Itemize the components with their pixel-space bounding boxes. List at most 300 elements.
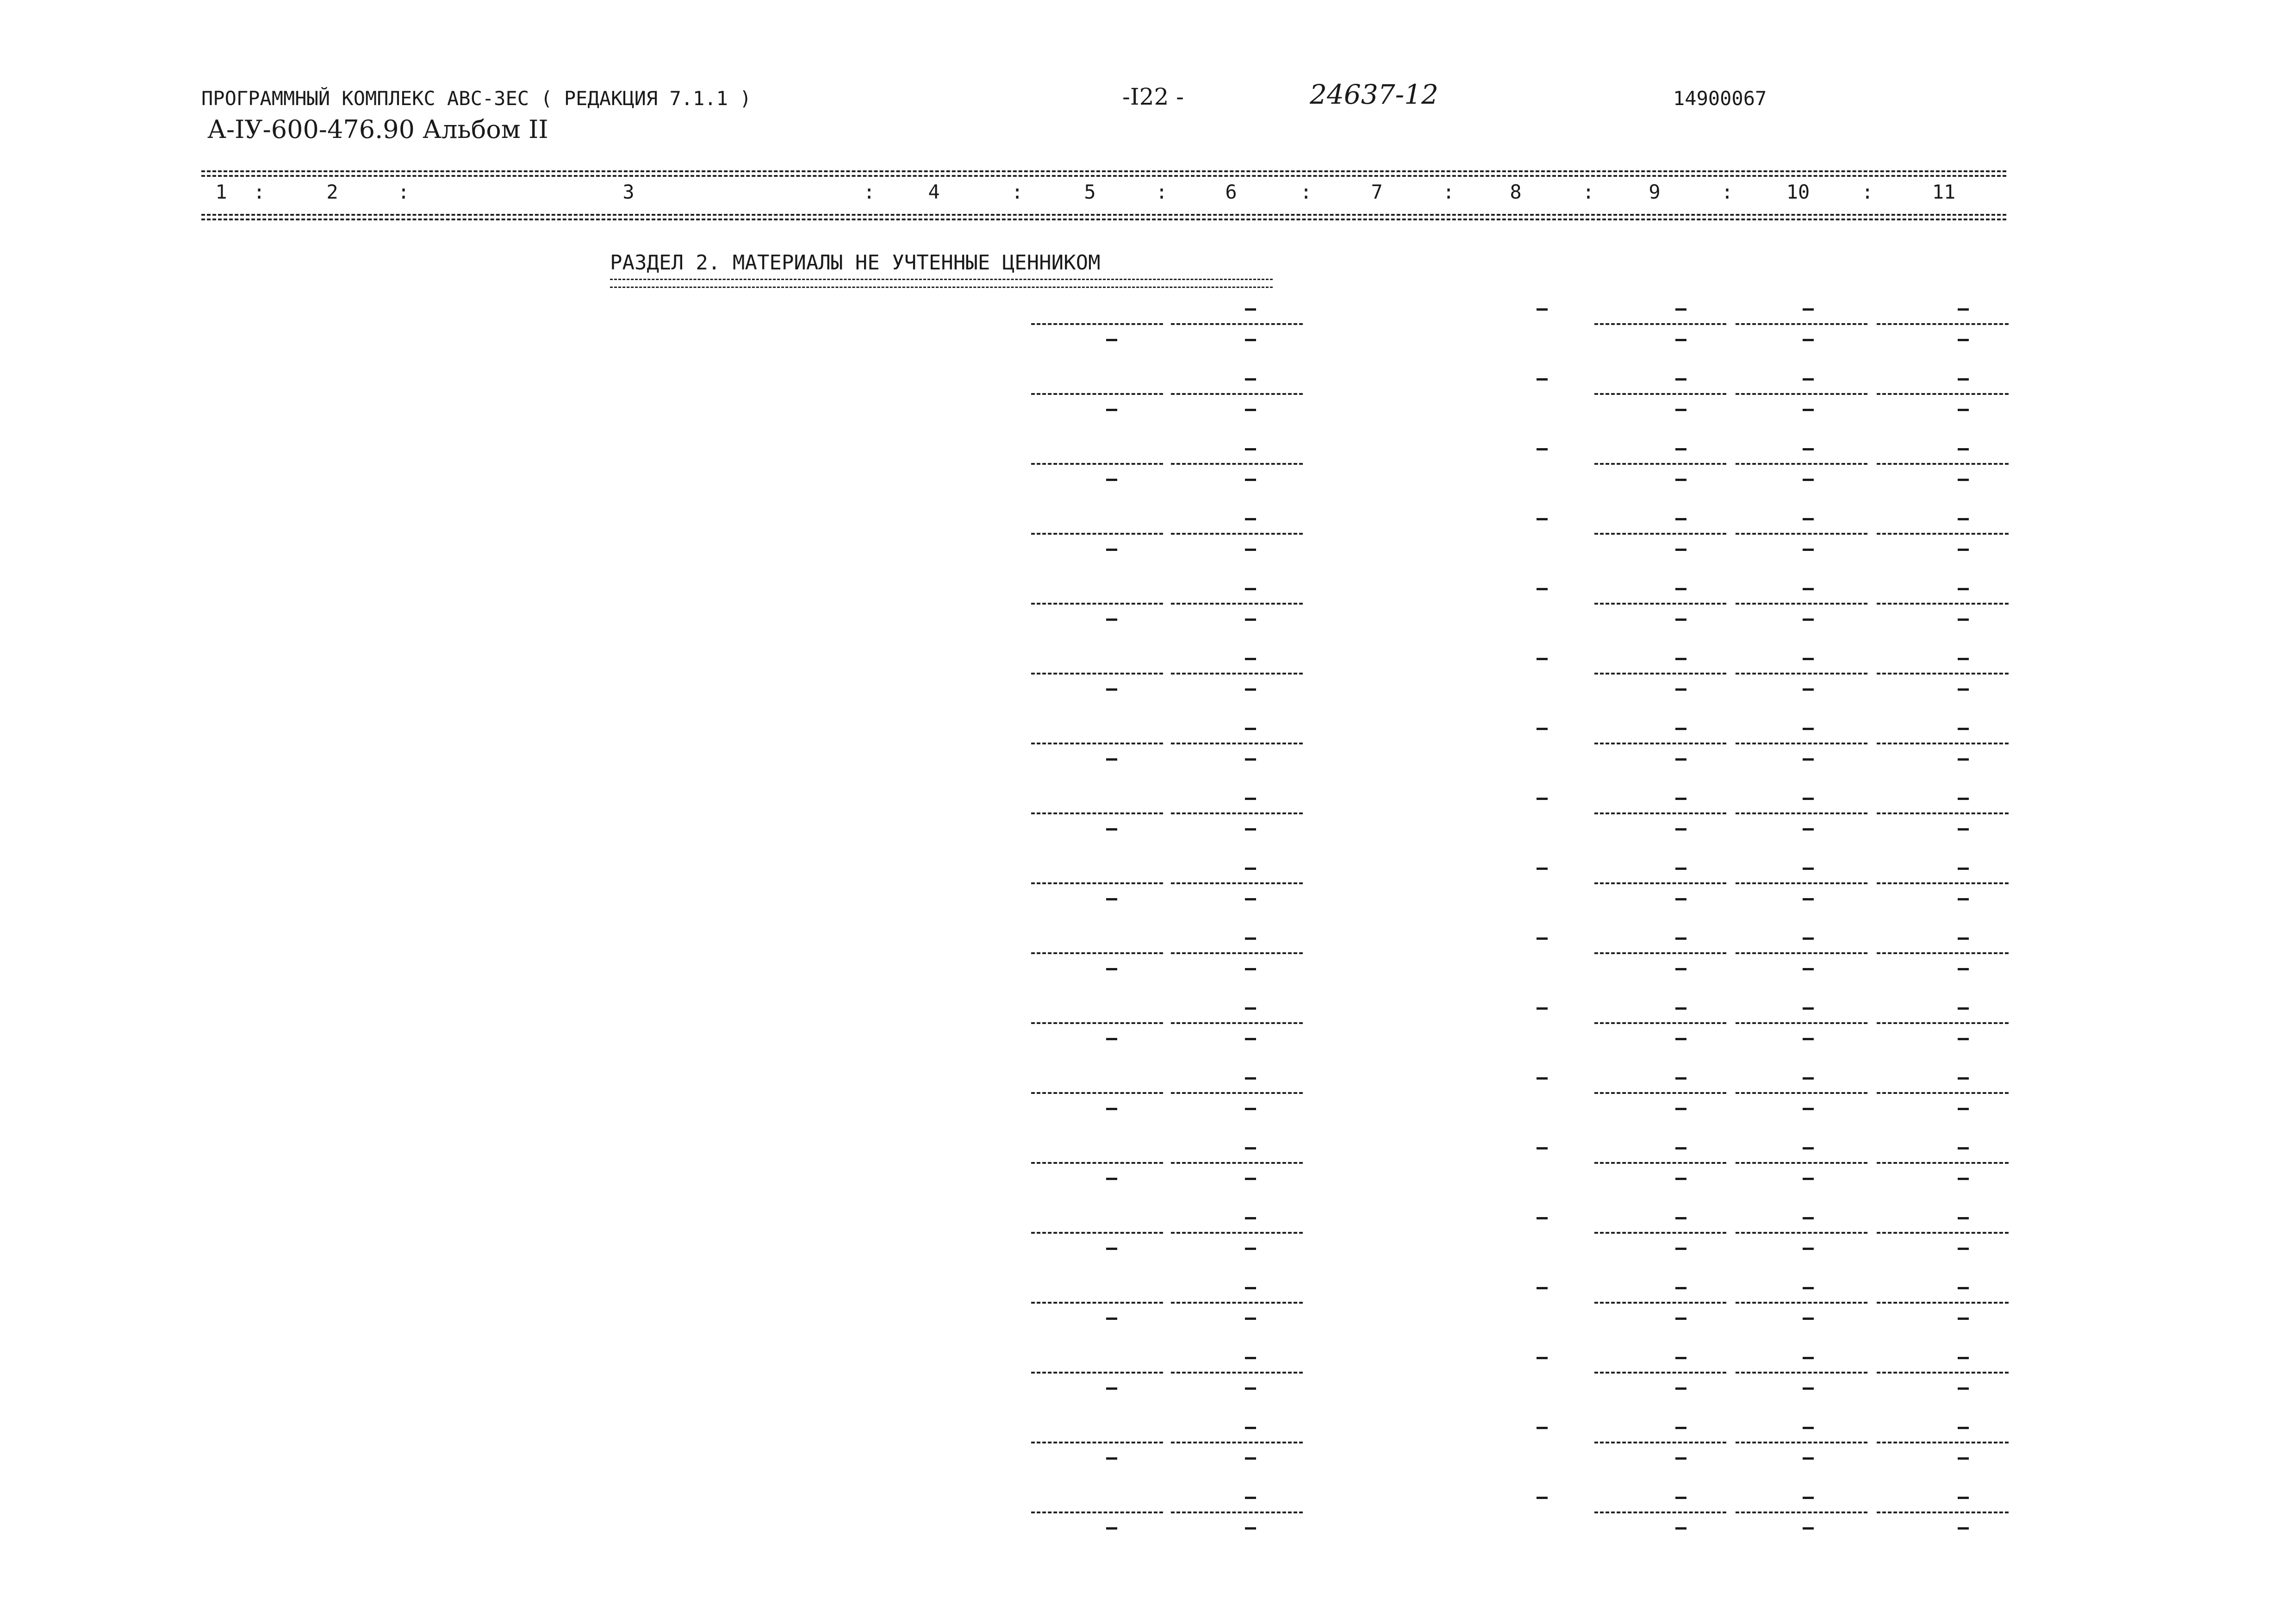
column-9-dash (1675, 937, 1686, 940)
value-underline (1877, 743, 2009, 744)
value-underline (1594, 393, 1726, 395)
column-6-sub-dash (1245, 968, 1256, 970)
value-underline (1594, 1232, 1726, 1234)
value-underline (1736, 393, 1867, 395)
column-11-sub-dash (1958, 409, 1969, 411)
value-underline (1736, 1512, 1867, 1513)
column-11-sub-dash (1958, 898, 1969, 900)
column-10-sub-dash (1803, 549, 1814, 551)
column-6-dash (1245, 1007, 1256, 1010)
column-11-sub-dash (1958, 1108, 1969, 1110)
column-6-dash (1245, 1287, 1256, 1289)
column-10-dash (1803, 868, 1814, 870)
column-10-dash (1803, 1497, 1814, 1499)
value-underline (1171, 1022, 1303, 1024)
column-11-sub-dash (1958, 618, 1969, 621)
header-rule-top (201, 170, 2006, 172)
column-8-dash (1537, 588, 1548, 590)
column-9-sub-dash (1675, 1248, 1686, 1250)
column-9-sub-dash (1675, 898, 1686, 900)
value-underline (1171, 533, 1303, 535)
value-underline (1031, 673, 1163, 675)
value-underline (1031, 1022, 1163, 1024)
column-6-sub-dash (1245, 1108, 1256, 1110)
column-6-sub-dash (1245, 409, 1256, 411)
column-header-4: 4 (928, 181, 940, 203)
column-6-sub-dash (1245, 549, 1256, 551)
column-9-dash (1675, 1217, 1686, 1219)
column-11-sub-dash (1958, 1318, 1969, 1320)
value-underline (1877, 812, 2009, 814)
value-underline (1171, 393, 1303, 395)
column-11-sub-dash (1958, 549, 1969, 551)
column-9-dash (1675, 308, 1686, 311)
column-9-dash (1675, 448, 1686, 450)
column-11-dash (1958, 1217, 1969, 1219)
value-underline (1736, 882, 1867, 884)
column-5-sub-dash (1106, 549, 1117, 551)
column-6-dash (1245, 1497, 1256, 1499)
column-9-sub-dash (1675, 828, 1686, 831)
handwritten-number: 24637-12 (1310, 79, 1438, 110)
column-10-dash (1803, 378, 1814, 381)
column-6-dash (1245, 378, 1256, 381)
value-underline (1031, 1092, 1163, 1094)
column-separator: : (1861, 181, 1873, 203)
column-11-sub-dash (1958, 1038, 1969, 1040)
value-underline (1736, 1442, 1867, 1443)
value-underline (1877, 1232, 2009, 1234)
column-11-sub-dash (1958, 968, 1969, 970)
column-6-dash (1245, 1217, 1256, 1219)
column-5-sub-dash (1106, 339, 1117, 341)
column-10-sub-dash (1803, 1178, 1814, 1180)
column-11-sub-dash (1958, 1178, 1969, 1180)
value-underline (1594, 743, 1726, 744)
value-underline (1594, 1162, 1726, 1164)
value-underline (1594, 1022, 1726, 1024)
column-8-dash (1537, 798, 1548, 800)
column-8-dash (1537, 868, 1548, 870)
value-underline (1031, 603, 1163, 605)
column-11-dash (1958, 308, 1969, 311)
column-6-dash (1245, 658, 1256, 660)
column-6-sub-dash (1245, 1248, 1256, 1250)
column-5-sub-dash (1106, 1318, 1117, 1320)
column-10-dash (1803, 518, 1814, 520)
column-11-dash (1958, 937, 1969, 940)
value-underline (1877, 673, 2009, 675)
value-underline (1171, 952, 1303, 954)
column-9-dash (1675, 658, 1686, 660)
column-10-sub-dash (1803, 1457, 1814, 1460)
column-8-dash (1537, 448, 1548, 450)
column-10-sub-dash (1803, 409, 1814, 411)
value-underline (1594, 1512, 1726, 1513)
column-header-6: 6 (1225, 181, 1237, 203)
column-11-dash (1958, 658, 1969, 660)
column-8-dash (1537, 1077, 1548, 1080)
value-underline (1031, 393, 1163, 395)
section-title: РАЗДЕЛ 2. МАТЕРИАЛЫ НЕ УЧТЕННЫЕ ЦЕННИКОМ (610, 251, 1101, 275)
column-9-sub-dash (1675, 968, 1686, 970)
column-6-dash (1245, 1147, 1256, 1149)
value-underline (1736, 1232, 1867, 1234)
column-header-7: 7 (1371, 181, 1383, 203)
value-underline (1736, 603, 1867, 605)
value-underline (1736, 323, 1867, 325)
column-6-dash (1245, 518, 1256, 520)
column-8-dash (1537, 1427, 1548, 1429)
column-10-sub-dash (1803, 1527, 1814, 1530)
value-underline (1594, 952, 1726, 954)
column-separator: : (253, 181, 265, 203)
value-underline (1031, 743, 1163, 744)
value-underline (1736, 1162, 1867, 1164)
column-separator: : (1443, 181, 1455, 203)
value-underline (1031, 1232, 1163, 1234)
value-underline (1736, 743, 1867, 744)
value-underline (1877, 952, 2009, 954)
column-5-sub-dash (1106, 688, 1117, 691)
column-10-dash (1803, 1077, 1814, 1080)
value-underline (1877, 463, 2009, 465)
column-11-sub-dash (1958, 479, 1969, 481)
column-9-sub-dash (1675, 1108, 1686, 1110)
column-11-dash (1958, 728, 1969, 730)
column-6-sub-dash (1245, 758, 1256, 761)
column-11-sub-dash (1958, 1387, 1969, 1390)
column-11-dash (1958, 868, 1969, 870)
column-9-sub-dash (1675, 1318, 1686, 1320)
value-underline (1736, 1372, 1867, 1374)
page-number: -I22 - (1122, 83, 1184, 110)
column-6-sub-dash (1245, 1038, 1256, 1040)
column-9-dash (1675, 728, 1686, 730)
column-8-dash (1537, 1357, 1548, 1359)
column-separator: : (1721, 181, 1733, 203)
column-6-dash (1245, 798, 1256, 800)
column-header-11: 11 (1932, 181, 1956, 203)
value-underline (1171, 463, 1303, 465)
value-underline (1594, 603, 1726, 605)
column-9-dash (1675, 1147, 1686, 1149)
value-underline (1877, 1512, 2009, 1513)
column-10-sub-dash (1803, 1108, 1814, 1110)
column-11-dash (1958, 588, 1969, 590)
column-10-sub-dash (1803, 1318, 1814, 1320)
column-8-dash (1537, 1287, 1548, 1289)
column-6-dash (1245, 937, 1256, 940)
column-6-dash (1245, 728, 1256, 730)
column-11-sub-dash (1958, 1248, 1969, 1250)
column-8-dash (1537, 1217, 1548, 1219)
column-10-dash (1803, 658, 1814, 660)
column-6-dash (1245, 1077, 1256, 1080)
column-10-dash (1803, 728, 1814, 730)
column-8-dash (1537, 378, 1548, 381)
column-header-10: 10 (1786, 181, 1810, 203)
value-underline (1594, 673, 1726, 675)
column-8-dash (1537, 1497, 1548, 1499)
column-header-2: 2 (326, 181, 338, 203)
document-code: 14900067 (1673, 87, 1767, 110)
column-10-dash (1803, 1147, 1814, 1149)
program-header: ПРОГРАММНЫЙ КОМПЛЕКС АВС-3ЕС ( РЕДАКЦИЯ 7.1.1 ) (201, 87, 752, 110)
column-header-9: 9 (1649, 181, 1661, 203)
column-11-dash (1958, 1287, 1969, 1289)
column-9-dash (1675, 1287, 1686, 1289)
column-6-dash (1245, 1427, 1256, 1429)
value-underline (1171, 1442, 1303, 1443)
column-5-sub-dash (1106, 898, 1117, 900)
column-5-sub-dash (1106, 968, 1117, 970)
value-underline (1031, 323, 1163, 325)
column-11-dash (1958, 1007, 1969, 1010)
section-title-underline (610, 279, 1273, 288)
column-10-sub-dash (1803, 898, 1814, 900)
value-underline (1877, 1302, 2009, 1304)
column-header-5: 5 (1084, 181, 1096, 203)
column-6-sub-dash (1245, 1457, 1256, 1460)
value-underline (1594, 1092, 1726, 1094)
value-underline (1171, 1512, 1303, 1513)
column-5-sub-dash (1106, 828, 1117, 831)
column-5-sub-dash (1106, 1457, 1117, 1460)
column-6-sub-dash (1245, 898, 1256, 900)
value-underline (1594, 1442, 1726, 1443)
value-underline (1736, 533, 1867, 535)
column-8-dash (1537, 1007, 1548, 1010)
value-underline (1171, 1302, 1303, 1304)
column-9-sub-dash (1675, 1457, 1686, 1460)
column-header-1: 1 (215, 181, 227, 203)
column-11-dash (1958, 448, 1969, 450)
column-9-sub-dash (1675, 1527, 1686, 1530)
value-underline (1877, 323, 2009, 325)
column-5-sub-dash (1106, 1248, 1117, 1250)
value-underline (1877, 1442, 2009, 1443)
column-5-sub-dash (1106, 1108, 1117, 1110)
column-6-dash (1245, 1357, 1256, 1359)
column-10-sub-dash (1803, 1248, 1814, 1250)
value-underline (1594, 882, 1726, 884)
column-9-sub-dash (1675, 479, 1686, 481)
column-11-sub-dash (1958, 339, 1969, 341)
column-5-sub-dash (1106, 1038, 1117, 1040)
column-11-sub-dash (1958, 688, 1969, 691)
column-11-dash (1958, 1497, 1969, 1499)
value-underline (1031, 1372, 1163, 1374)
column-11-dash (1958, 1357, 1969, 1359)
value-underline (1594, 463, 1726, 465)
column-9-sub-dash (1675, 549, 1686, 551)
value-underline (1877, 393, 2009, 395)
column-separator: : (863, 181, 875, 203)
column-6-dash (1245, 308, 1256, 311)
column-11-dash (1958, 798, 1969, 800)
column-10-dash (1803, 588, 1814, 590)
column-6-sub-dash (1245, 688, 1256, 691)
column-6-sub-dash (1245, 828, 1256, 831)
column-10-dash (1803, 1217, 1814, 1219)
column-9-sub-dash (1675, 1038, 1686, 1040)
column-5-sub-dash (1106, 618, 1117, 621)
column-9-sub-dash (1675, 758, 1686, 761)
column-6-sub-dash (1245, 618, 1256, 621)
column-11-dash (1958, 1147, 1969, 1149)
value-underline (1031, 1302, 1163, 1304)
column-9-sub-dash (1675, 1178, 1686, 1180)
value-underline (1736, 1022, 1867, 1024)
column-5-sub-dash (1106, 1527, 1117, 1530)
value-underline (1171, 603, 1303, 605)
value-underline (1736, 1302, 1867, 1304)
value-underline (1171, 1162, 1303, 1164)
column-11-dash (1958, 518, 1969, 520)
column-9-dash (1675, 378, 1686, 381)
column-10-sub-dash (1803, 688, 1814, 691)
column-10-dash (1803, 1287, 1814, 1289)
column-10-dash (1803, 798, 1814, 800)
value-underline (1031, 812, 1163, 814)
column-header-8: 8 (1510, 181, 1522, 203)
column-9-dash (1675, 868, 1686, 870)
value-underline (1877, 603, 2009, 605)
column-11-sub-dash (1958, 1457, 1969, 1460)
column-separator: : (398, 181, 410, 203)
value-underline (1736, 463, 1867, 465)
column-8-dash (1537, 1147, 1548, 1149)
column-10-dash (1803, 1357, 1814, 1359)
column-separator: : (1156, 181, 1168, 203)
value-underline (1594, 533, 1726, 535)
column-6-sub-dash (1245, 1527, 1256, 1530)
value-underline (1031, 952, 1163, 954)
column-8-dash (1537, 308, 1548, 311)
column-11-sub-dash (1958, 1527, 1969, 1530)
column-11-dash (1958, 378, 1969, 381)
column-11-dash (1958, 1077, 1969, 1080)
value-underline (1031, 1162, 1163, 1164)
column-5-sub-dash (1106, 758, 1117, 761)
column-9-dash (1675, 1497, 1686, 1499)
column-9-sub-dash (1675, 618, 1686, 621)
column-8-dash (1537, 728, 1548, 730)
column-11-sub-dash (1958, 758, 1969, 761)
column-9-sub-dash (1675, 339, 1686, 341)
column-9-dash (1675, 1357, 1686, 1359)
value-underline (1877, 1022, 2009, 1024)
value-underline (1736, 812, 1867, 814)
column-6-dash (1245, 868, 1256, 870)
column-10-sub-dash (1803, 758, 1814, 761)
value-underline (1031, 1512, 1163, 1513)
column-separator: : (1582, 181, 1594, 203)
column-8-dash (1537, 518, 1548, 520)
column-11-sub-dash (1958, 828, 1969, 831)
column-9-dash (1675, 1007, 1686, 1010)
value-underline (1877, 1372, 2009, 1374)
column-10-sub-dash (1803, 828, 1814, 831)
column-5-sub-dash (1106, 1178, 1117, 1180)
column-5-sub-dash (1106, 1387, 1117, 1390)
column-9-sub-dash (1675, 1387, 1686, 1390)
value-underline (1877, 882, 2009, 884)
value-underline (1736, 1092, 1867, 1094)
column-10-dash (1803, 1007, 1814, 1010)
value-underline (1031, 463, 1163, 465)
column-9-dash (1675, 1077, 1686, 1080)
value-underline (1171, 743, 1303, 744)
column-5-sub-dash (1106, 479, 1117, 481)
column-6-sub-dash (1245, 1318, 1256, 1320)
value-underline (1171, 1372, 1303, 1374)
column-separator: : (1300, 181, 1312, 203)
album-title: А-IУ-600-476.90 Альбом II (207, 115, 548, 144)
column-10-dash (1803, 1427, 1814, 1429)
value-underline (1877, 533, 2009, 535)
value-underline (1594, 812, 1726, 814)
value-underline (1031, 882, 1163, 884)
column-11-dash (1958, 1427, 1969, 1429)
value-underline (1171, 882, 1303, 884)
column-10-dash (1803, 937, 1814, 940)
header-rule-bottom-2 (201, 219, 2006, 220)
column-10-sub-dash (1803, 479, 1814, 481)
value-underline (1171, 673, 1303, 675)
value-underline (1171, 323, 1303, 325)
value-underline (1594, 1302, 1726, 1304)
column-header-3: 3 (622, 181, 635, 203)
column-10-sub-dash (1803, 968, 1814, 970)
column-9-dash (1675, 588, 1686, 590)
column-6-dash (1245, 448, 1256, 450)
value-underline (1594, 1372, 1726, 1374)
value-underline (1736, 952, 1867, 954)
column-8-dash (1537, 937, 1548, 940)
value-underline (1877, 1092, 2009, 1094)
column-5-sub-dash (1106, 409, 1117, 411)
header-rule-bottom (201, 214, 2006, 216)
column-6-dash (1245, 588, 1256, 590)
value-underline (1594, 323, 1726, 325)
column-6-sub-dash (1245, 339, 1256, 341)
column-9-sub-dash (1675, 409, 1686, 411)
column-6-sub-dash (1245, 1178, 1256, 1180)
column-9-dash (1675, 518, 1686, 520)
value-underline (1031, 533, 1163, 535)
header-rule-top-2 (201, 175, 2006, 177)
column-separator: : (1011, 181, 1023, 203)
column-6-sub-dash (1245, 1387, 1256, 1390)
column-10-dash (1803, 308, 1814, 311)
value-underline (1031, 1442, 1163, 1443)
value-underline (1171, 1092, 1303, 1094)
value-underline (1171, 812, 1303, 814)
column-8-dash (1537, 658, 1548, 660)
column-9-dash (1675, 798, 1686, 800)
column-10-sub-dash (1803, 1038, 1814, 1040)
column-10-sub-dash (1803, 618, 1814, 621)
value-underline (1736, 673, 1867, 675)
column-10-sub-dash (1803, 339, 1814, 341)
column-10-dash (1803, 448, 1814, 450)
column-6-sub-dash (1245, 479, 1256, 481)
column-10-sub-dash (1803, 1387, 1814, 1390)
value-underline (1877, 1162, 2009, 1164)
column-9-sub-dash (1675, 688, 1686, 691)
